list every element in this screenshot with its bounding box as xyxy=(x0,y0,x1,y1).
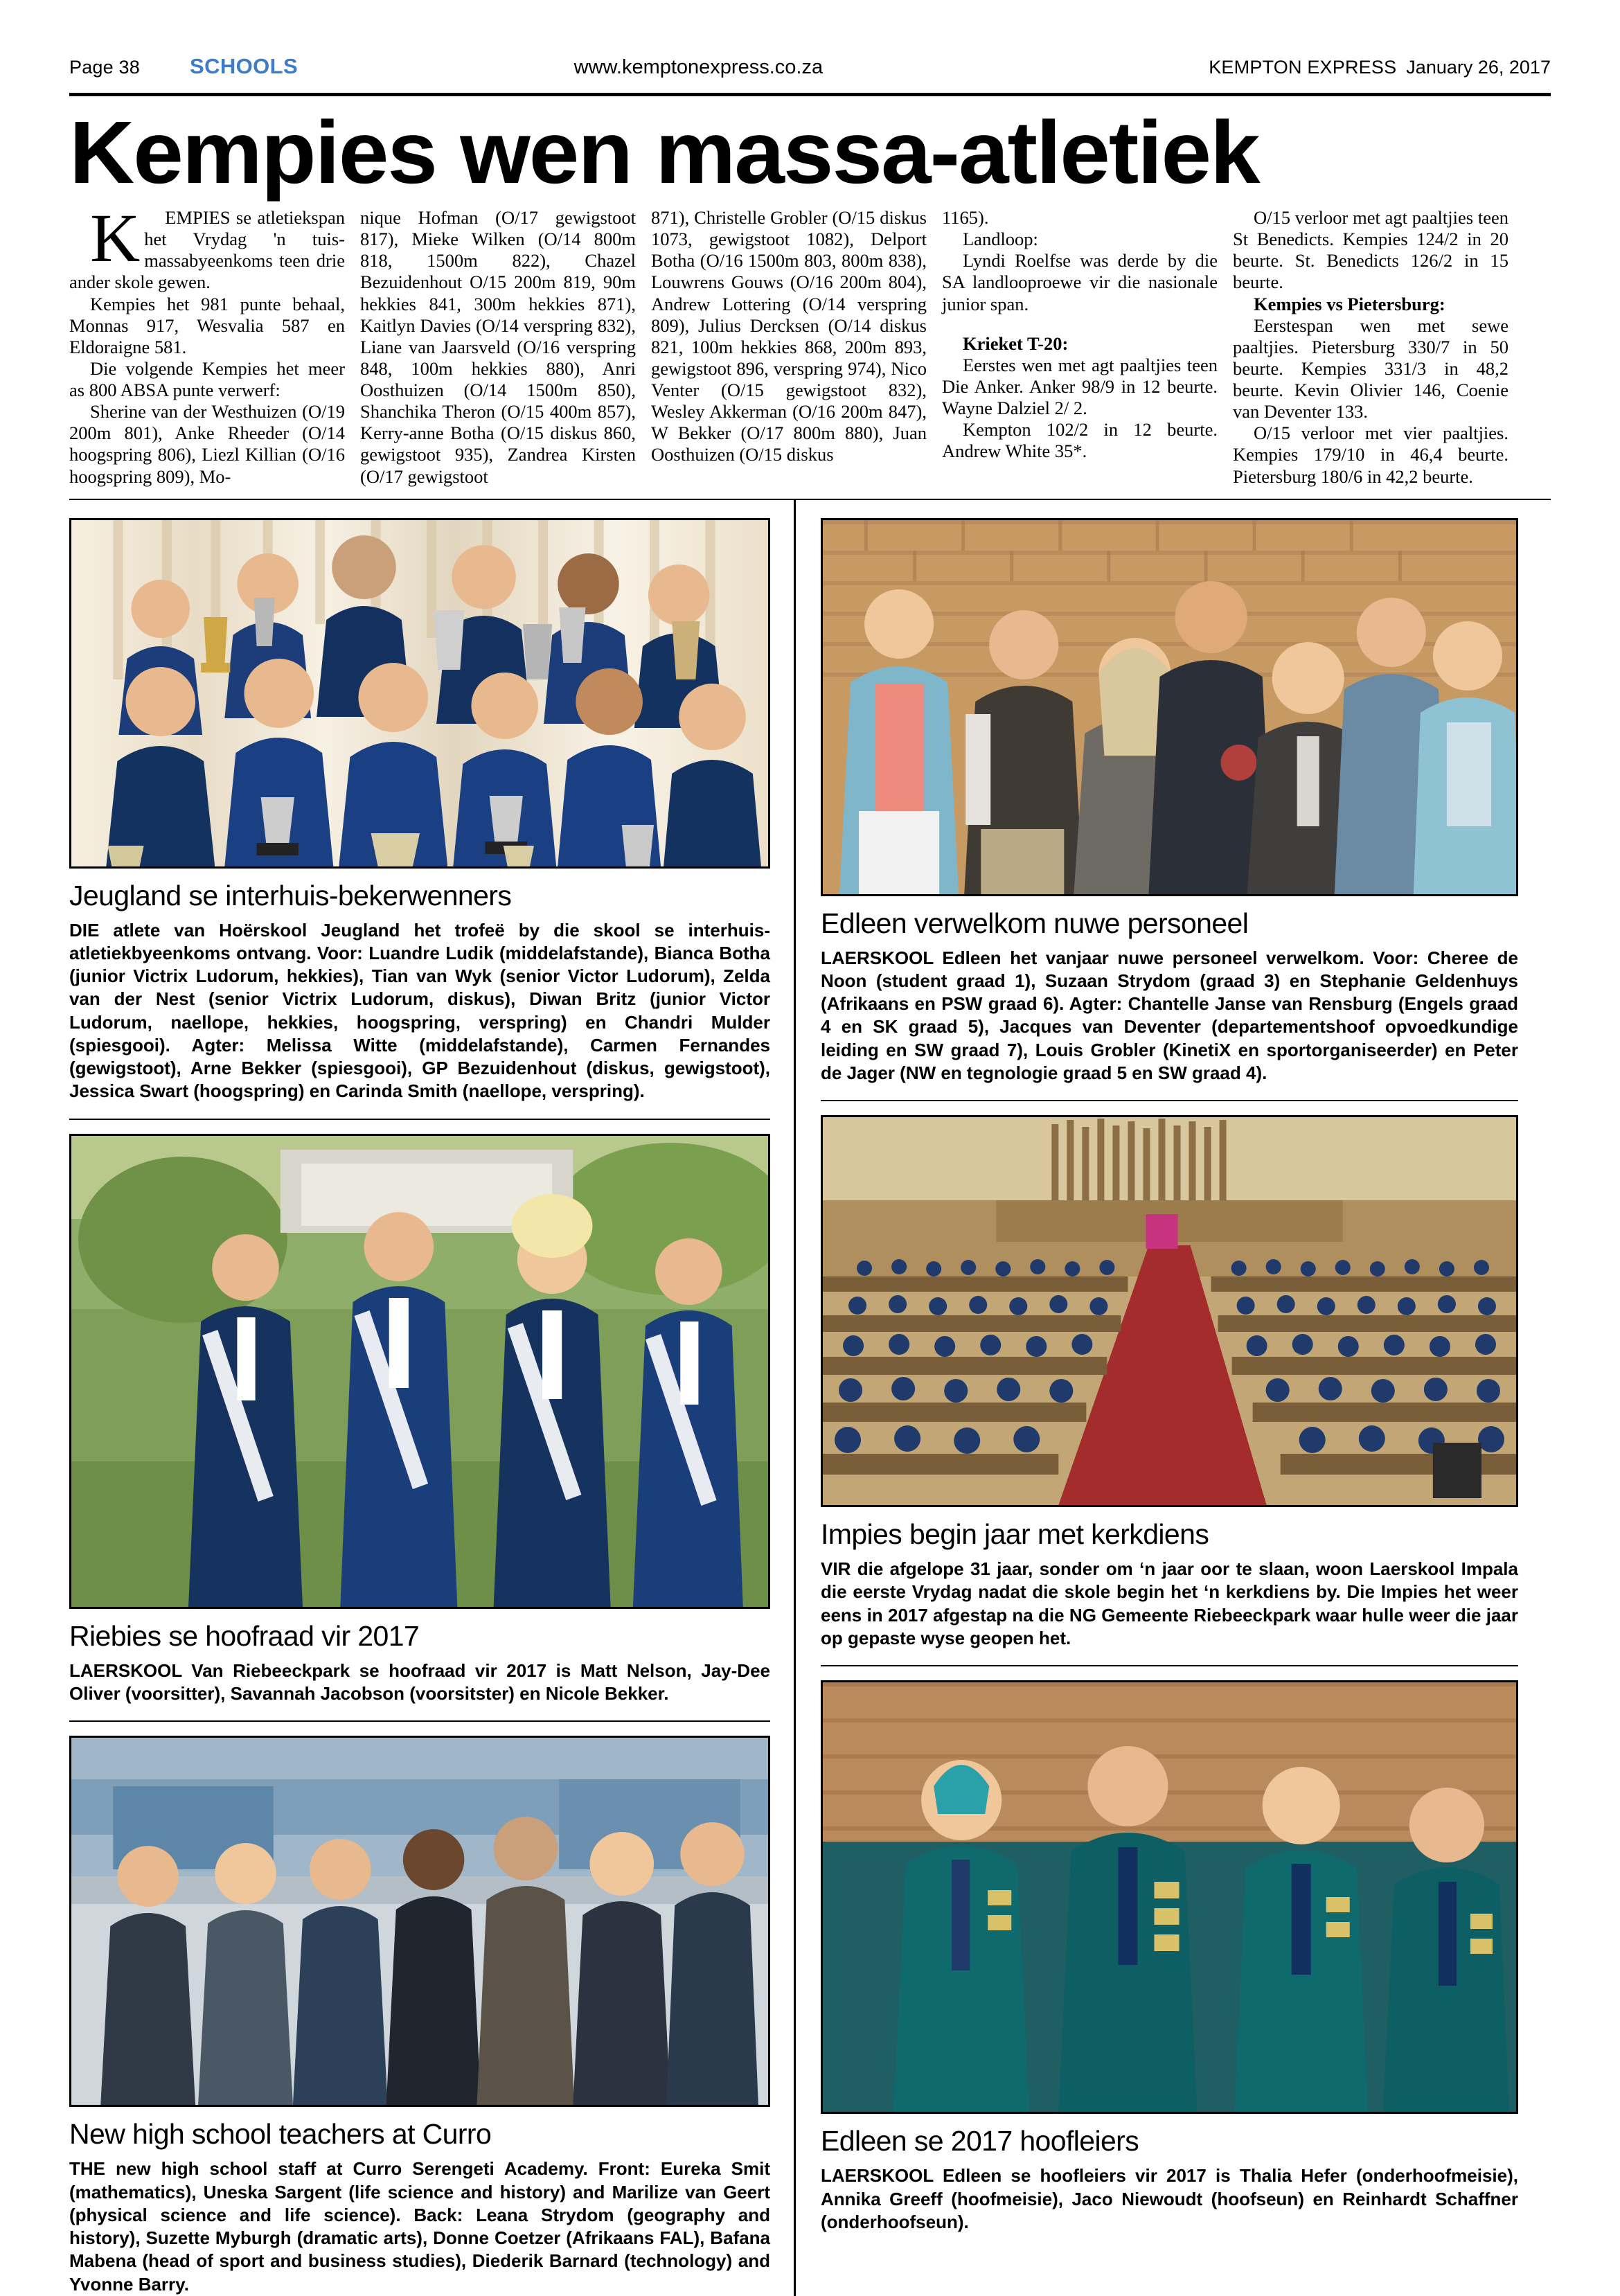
block-caption-riebies: LAERSKOOL Van Riebeeckpark se hoofraad vir 2017 is Matt Nelson, Jay-Dee Oliver (voorsitter), Savannah Jacobson (voorsitster) en Nicole Bekker. xyxy=(69,1659,770,1705)
block-caption-jeugland: DIE atlete van Hoërskool Jeugland het trofeë by die skool se interhuis-atletiekbyeenkoms ontvang. Voor: Luandre Ludik (middelafstande), Bianca Botha (junior Victrix Ludorum, hekkies), Tian van Wyk (senior Victor Ludorum), Zelda van der Nest (senior Victrix Ludorum, diskus), Diwan Britz (junior Victor Ludorum, naellope, hekkies, hoogspring, verspring) en Chandri Mulder (spiesgooi). Agter: Melissa Witte (middelafstande), Carmen Fernandes (gewigstoot), Arne Bekker (spiesgooi), GP Bezuidenhout (diskus, gewigstoot), Jessica Swart (hoogspring) en Carinda Smith (naellope, verspring). xyxy=(69,919,770,1102)
article-block-curro xyxy=(69,1736,770,2296)
block-divider xyxy=(69,1119,770,1120)
photo-grid xyxy=(69,500,1551,2296)
block-title-riebies: Riebies se hoofraad vir 2017 xyxy=(69,1619,420,1652)
story-spacer xyxy=(942,315,1218,333)
story-paragraph: Eerstespan wen met sewe paaltjies. Pietersburg 330/7 in 50 beurte. Kempies 331/3 in 48,2 beurte. Kevin Olivier 146, Coenie van Deventer 133. xyxy=(1233,314,1508,422)
story-column-3 xyxy=(651,207,942,488)
block-caption-curro: THE new high school staff at Curro Serengeti Academy. Front: Eureka Smit (mathematics), Uneska Sargent (life science and history) and Marilize van Geert (physical science and life science). Back: Leana Strydom (geography and history), Suzette Myburgh (dramatic arts), Donne Coetzer (Afrikaans FAL), Bafana Mabena (head of sport and business studies), Diederik Barnard (technology) and Yvonne Barry. xyxy=(69,2158,770,2295)
story-paragraph: Lyndi Roelfse was derde by die SA landlooproewe vir die nasionale junior span. xyxy=(942,250,1218,314)
block-divider xyxy=(821,1100,1518,1101)
page-title: Kempies wen massa-atletiek xyxy=(69,103,1259,202)
story-paragraph: nique Hofman (O/17 gewigstoot 817), Mieke Wilken (O/14 800m 818, 1500m 822), Chazel Bezuidenhout O/15 200m 819, 90m hekkies 841, 300m hekkies 871), Kaitlyn Davies (O/14 verspring 832), Liane van Jaarsveld (O/16 verspring 848, 100m hekkies 880), Anri Oosthuizen (O/14 1500m 850), Shanchika Theron (O/15 400m 857), Kerry-anne Botha (O/15 diskus 860, gewigstoot 935), Zandrea Kirsten (O/17 gewigstoot xyxy=(360,207,636,487)
section-label: SCHOOLS xyxy=(190,54,299,78)
story-column-4 xyxy=(942,207,1233,488)
photo-column-left xyxy=(69,500,794,2296)
block-title-jeugland: Jeugland se interhuis-bekerwenners xyxy=(69,879,512,911)
photo-column-right xyxy=(794,500,1518,2296)
block-title-edleen-personeel: Edleen verwelkom nuwe personeel xyxy=(821,907,1249,939)
story-paragraph: KEMPIES se atletiekspan het Vrydag 'n tuis-massabyeenkoms teen drie ander skole gewen. xyxy=(69,199,345,293)
story-subheading: Krieket T-20: xyxy=(963,332,1069,354)
story-column-1 xyxy=(69,199,360,488)
article-block-impies xyxy=(821,1115,1518,1666)
photo-edleen-head-prefects xyxy=(821,1680,1518,2114)
story-paragraph: O/15 verloor met agt paaltjies teen St Benedicts. Kempies 124/2 in 20 beurte. St. Benedicts 126/2 in 15 beurte. xyxy=(1233,207,1508,293)
block-title-impies: Impies begin jaar met kerkdiens xyxy=(821,1518,1209,1551)
story-paragraph: 1165). xyxy=(942,207,989,228)
story-paragraph: Sherine van der Westhuizen (O/19 200m 801), Anke Rheeder (O/14 hoogspring 806), Liezl Killian (O/16 hoogspring 809), Mo- xyxy=(69,401,345,487)
article-block-jeugland xyxy=(69,518,770,1120)
photo-edleen-new-staff xyxy=(821,518,1518,896)
story-paragraph: Kempton 102/2 in 12 beurte. Andrew White 35*. xyxy=(942,419,1218,462)
story-paragraph: 871), Christelle Grobler (O/15 diskus 1073, gewigstoot 1082), Delport Botha (O/16 1500m 803, 800m 838), Louwrens Gouws (O/16 200m 804), Andrew Lottering (O/14 verspring 809), Julius Dercksen (O/14 diskus 821, 100m hekkies 868, 200m 893, gewigstoot 896, verspring 974), Nico Venter (O/15 gewigstoot 832), Wesley Akkerman (O/16 200m 847), W Bekker (O/17 800m 880), Juan Oosthuizen (O/15 diskus xyxy=(651,207,927,465)
story-column-2 xyxy=(360,207,651,488)
photo-curro-new-teachers xyxy=(69,1736,770,2107)
block-caption-edleen-personeel: LAERSKOOL Edleen het vanjaar nuwe personeel verwelkom. Voor: Cheree de Noon (student graad 1), Suzaan Strydom (graad 3) en Stephanie Geldenhuys (Afrikaans en PSW graad 6). Agter: Chantelle Janse van Rensburg (Engels graad 4 en SK graad 5), Jacques van Deventer (departementshoof opvoedkundige leiding en SW graad 7), Louis Grobler (KinetiX en sportorganiseerder) en Peter de Jager (NW en tegnologie graad 5 en SW graad 4). xyxy=(821,947,1518,1083)
article-block-edleen-hoofleiers xyxy=(821,1680,1518,2234)
photo-impies-church-service xyxy=(821,1115,1518,1507)
story-paragraph: Die volgende Kempies het meer as 800 ABSA punte verwerf: xyxy=(69,357,345,400)
block-caption-edleen-hoofleiers: LAERSKOOL Edleen se hoofleiers vir 2017 is Thalia Hefer (onderhoofmeisie), Annika Greeff (hoofmeisie), Jaco Niewoudt (hoofseun) en Reinhardt Schaffner (onderhoofseun). xyxy=(821,2165,1518,2232)
block-divider xyxy=(69,1720,770,1722)
block-caption-impies: VIR die afgelope 31 jaar, sonder om ‘n jaar oor te slaan, woon Laerskool Impala die eerste Vrydag nadat die skole begin het ‘n kerkdiens by. Die Impies het weer eens in 2017 afgestap na die NG Gemeente Riebeeckpark waar hulle weer die jaar op gepaste wyse geopen het. xyxy=(821,1558,1518,1649)
block-divider xyxy=(821,1665,1518,1666)
photo-jeugland-trophy-winners xyxy=(69,518,770,869)
block-title-curro: New high school teachers at Curro xyxy=(69,2118,492,2151)
publication-name: KEMPTON EXPRESS xyxy=(1209,57,1397,78)
lead-story xyxy=(69,199,1551,488)
publication-date: January 26, 2017 xyxy=(1406,57,1551,78)
article-block-edleen-personeel xyxy=(821,518,1518,1102)
publication-info xyxy=(1209,57,1551,78)
masthead xyxy=(69,0,1551,86)
block-title-edleen-hoofleiers: Edleen se 2017 hoofleiers xyxy=(821,2125,1139,2157)
masthead-rule xyxy=(69,93,1551,96)
story-paragraph: Eerstes wen met agt paaltjies teen Die Anker. Anker 98/9 in 12 beurte. Wayne Dalziel 2/ 2. xyxy=(942,354,1218,418)
story-paragraph: O/15 verloor met vier paaltjies. Kempies 179/10 in 46,4 beurte. Pietersburg 180/6 in 42,2 beurte. xyxy=(1233,422,1508,487)
story-paragraph: Kempies het 981 punte behaal, Monnas 917, Wesvalia 587 en Eldoraigne 581. xyxy=(69,293,345,357)
story-column-5 xyxy=(1233,207,1524,488)
page-number: Page 38 xyxy=(69,57,140,78)
story-subheading: Kempies vs Pietersburg: xyxy=(1254,293,1445,314)
photo-riebies-head-council xyxy=(69,1134,770,1609)
story-paragraph: Landloop: xyxy=(963,229,1038,250)
article-block-riebies xyxy=(69,1134,770,1723)
website-url[interactable]: www.kemptonexpress.co.za xyxy=(573,56,824,78)
